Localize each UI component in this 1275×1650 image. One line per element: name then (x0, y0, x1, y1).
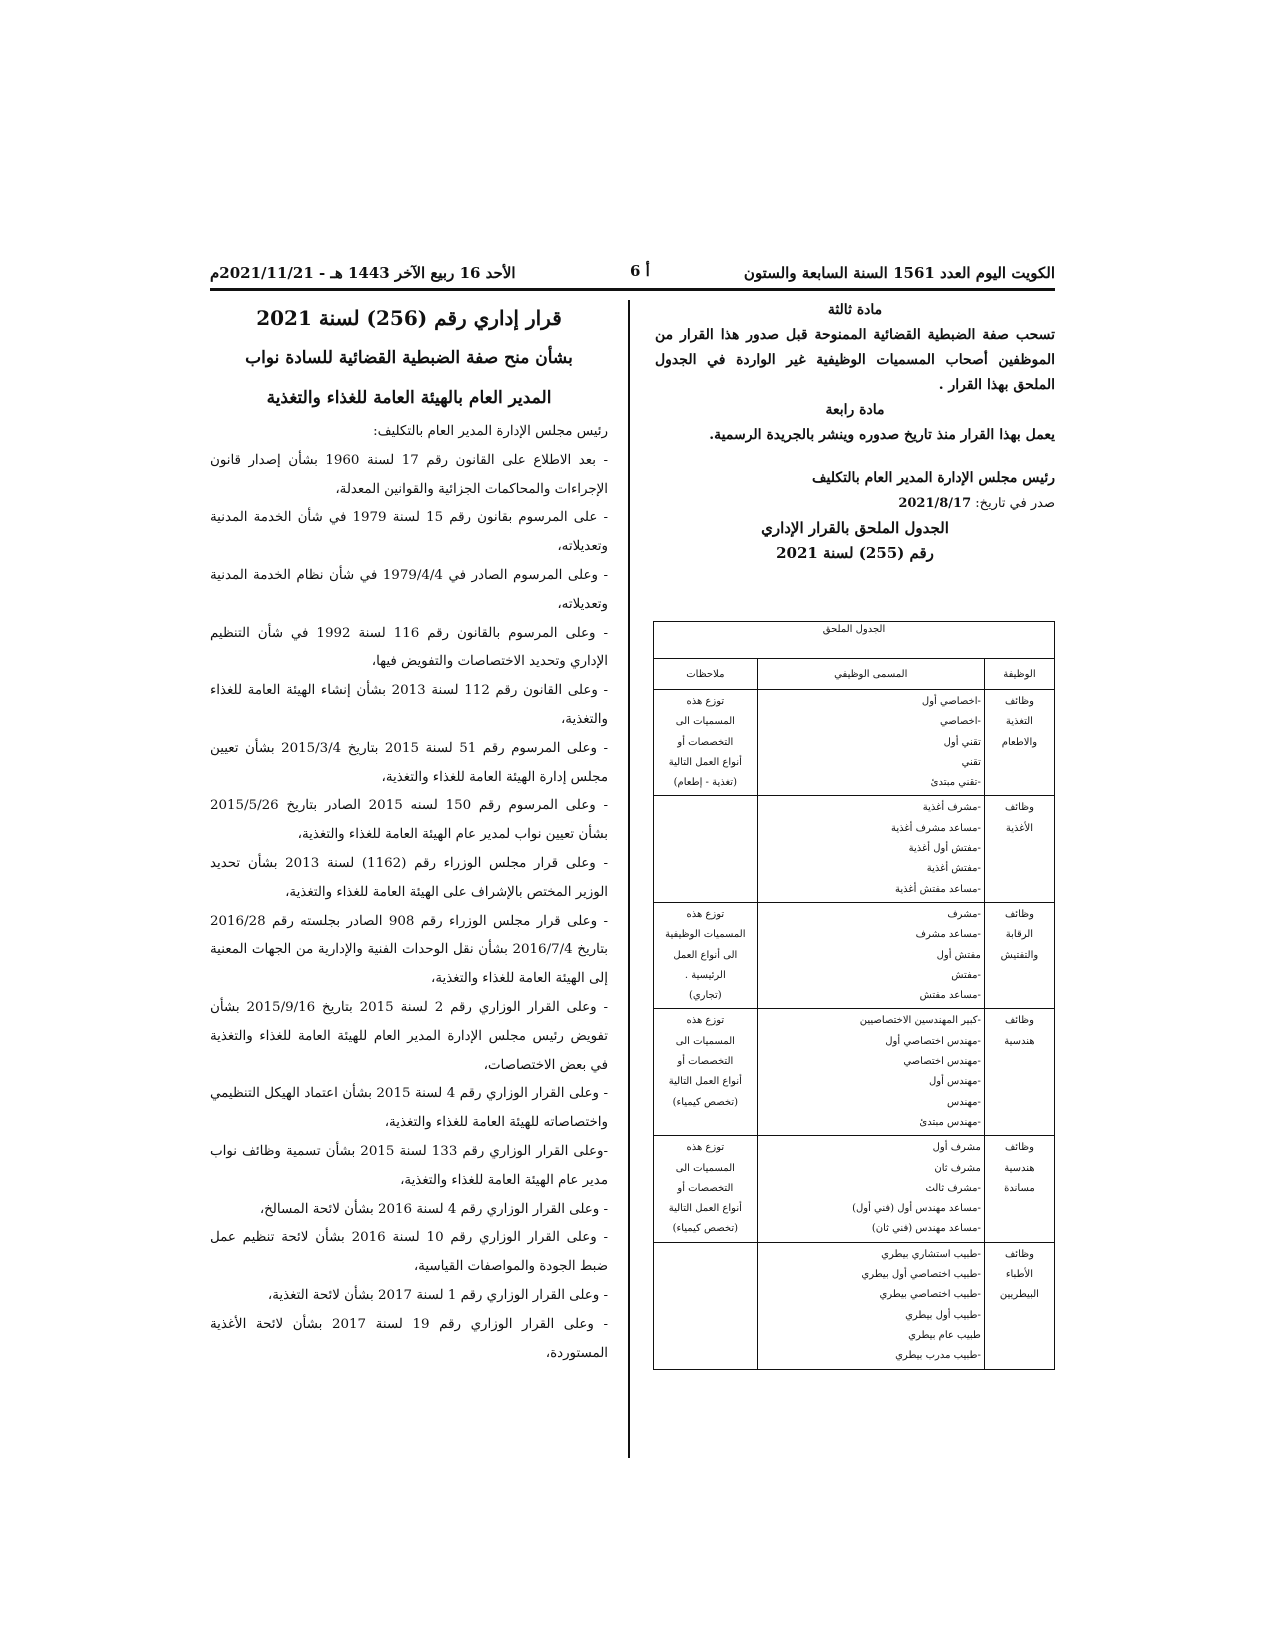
title-cell (757, 796, 984, 902)
title-cell-line: -تقني مبتدئ (930, 777, 981, 789)
title-cell-line: -اخصاصي (939, 716, 981, 728)
article3-text: تسحب صفة الضبطية القضائية الممنوحة قبل صدور هذا القرار من الموظفين أصحاب المسميات الوظيفية غير الواردة في الجدول الملحق بهذا القرار . (655, 327, 1055, 393)
job-cell (984, 902, 1054, 1008)
job-cell-line: وظائف (1004, 1142, 1034, 1154)
preamble-item: -وعلى القرار الوزاري رقم 133 لسنة 2015 بشأن تسمية وظائف نواب مدير عام الهيئة العامة للغذاء والتغذية، (210, 1143, 609, 1188)
title-cell-line: -مساعد مفتش أغذية (895, 883, 981, 895)
job-cell-line: وظائف (1004, 1248, 1034, 1260)
header-job: الوظيفة (984, 659, 1054, 690)
preamble-item: - وعلى القرار الوزاري رقم 4 لسنة 2016 بشأن لائحة المسالخ، (259, 1201, 608, 1217)
job-cell-line: الأغذية (1005, 822, 1033, 834)
title-cell-line: -مساعد مشرف أغذية (891, 822, 981, 834)
notes-cell (654, 690, 758, 796)
preamble-intro: رئيس مجلس الإدارة المدير العام بالتكليف: (373, 424, 608, 439)
job-cell (984, 1242, 1054, 1369)
notes-cell-line: التخصصات أو (677, 1182, 734, 1194)
notes-cell-line: توزع هذه (686, 696, 725, 707)
job-cell (984, 1136, 1054, 1242)
title-cell-line: -مشرف (947, 908, 981, 920)
title-cell-line: -مشرف أغذية (922, 802, 981, 814)
title-cell-line: طبيب عام بيطري (908, 1329, 981, 1341)
title-cell-line: -كبير المهندسين الاختصاصيين (859, 1015, 981, 1027)
title-cell-line: -مفتش (951, 969, 981, 981)
job-cell (984, 690, 1054, 796)
preamble-item: - بعد الاطلاع على القانون رقم 17 لسنة 1960 بشأن إصدار قانون الإجراءات والمحاكمات الجزائية والقوانين المعدلة، (210, 452, 608, 497)
notes-cell-line: أنواع العمل التالية (668, 1076, 742, 1088)
issued-label: صدر في تاريخ: (975, 496, 1055, 511)
title-cell-line: -مهندس اختصاصي أول (885, 1035, 981, 1047)
title-cell-line: -اخصاصي أول (921, 696, 981, 707)
job-cell-line: هندسية (1004, 1035, 1035, 1047)
notes-cell-line: (تجاري) (688, 990, 722, 1002)
title-cell-line: -مهندس (947, 1096, 981, 1108)
title-cell-line: -مفتش أغذية (926, 863, 981, 875)
signature: رئيس مجلس الإدارة المدير العام بالتكليف (811, 470, 1055, 486)
article4-text: يعمل بهذا القرار منذ تاريخ صدوره وينشر بالجريدة الرسمية. (709, 427, 1055, 443)
job-cell-line: الرقابة (1005, 929, 1034, 941)
job-cell-line: والتفتيش (1000, 949, 1039, 961)
notes-cell (654, 902, 758, 1008)
title-cell-line: -مشرف ثالث (925, 1182, 981, 1194)
title-cell (757, 690, 984, 796)
title-cell-line: تقني أول (943, 736, 981, 748)
header-title: المسمى الوظيفي (757, 659, 984, 690)
title-cell-line: مشرف أول (932, 1142, 981, 1154)
annex-table (653, 621, 1055, 1370)
notes-cell-line: المسميات الوظيفية (665, 929, 746, 941)
notes-cell-line: أنواع العمل التالية (668, 1203, 742, 1215)
title-cell-line: -مهندس اختصاصي (903, 1056, 981, 1068)
notes-cell-line: المسميات الى (675, 1162, 735, 1174)
decision-title: قرار إداري رقم (256) لسنة 2021 (256, 306, 562, 330)
title-cell (757, 1136, 984, 1242)
preamble-item: - وعلى القانون رقم 112 لسنة 2013 بشأن إنشاء الهيئة العامة للغذاء والتغذية، (210, 683, 608, 727)
column-divider (628, 300, 630, 1458)
notes-cell-line: التخصصات أو (677, 736, 734, 748)
right-column (655, 298, 1055, 566)
header-notes: ملاحظات (654, 659, 758, 690)
title-cell-line: مشرف ثان (934, 1162, 981, 1174)
preamble-item: - وعلى المرسوم الصادر في 1979/4/4 في شأن نظام الخدمة المدنية وتعديلاته، (210, 567, 608, 612)
annex-row (654, 1009, 1055, 1136)
title-cell (757, 1242, 984, 1369)
job-cell-line: وظائف (1004, 908, 1034, 920)
job-cell-line: وظائف (1004, 802, 1034, 814)
header-date: الأحد 16 ربيع الآخر 1443 هـ - 2021/11/21م (210, 264, 516, 282)
title-cell (757, 1009, 984, 1136)
title-cell-line: -طبيب أول بيطري (905, 1309, 981, 1321)
notes-cell-line: التخصصات أو (677, 1056, 734, 1068)
title-cell-line: -مساعد مشرف (915, 929, 981, 941)
notes-cell (654, 796, 758, 902)
notes-cell (654, 1009, 758, 1136)
preamble-item: - وعلى القرار الوزاري رقم 19 لسنة 2017 بشأن لائحة الأغذية المستوردة، (210, 1316, 608, 1361)
title-cell-line: -طبيب استشاري بيطري (881, 1248, 981, 1260)
preamble-item: - وعلى القرار الوزاري رقم 1 لسنة 2017 بشأن لائحة التغذية، (267, 1287, 608, 1303)
notes-cell (654, 1136, 758, 1242)
title-cell-line: تقني (961, 756, 981, 768)
job-cell-line: البيطريين (999, 1289, 1039, 1301)
title-cell-line: -مهندس مبتدئ (919, 1116, 981, 1128)
title-cell-line: -مساعد مهندس (فني ثان) (871, 1223, 981, 1235)
title-cell-line: -طبيب اختصاصي بيطري (879, 1289, 981, 1301)
notes-cell-line: الى أنواع العمل (673, 949, 738, 961)
job-cell-line: مساندة (1004, 1182, 1035, 1194)
title-cell-line: -طبيب اختصاصي أول بيطري (861, 1269, 981, 1281)
header-gazette-issue: الكويت اليوم العدد 1561 السنة السابعة والستون (743, 264, 1055, 282)
notes-cell-line: الرئيسية . (684, 969, 726, 981)
preamble (210, 418, 608, 1368)
title-cell-line: -طبيب مدرب بيطري (895, 1350, 981, 1362)
preamble-item: - على المرسوم بقانون رقم 15 لسنة 1979 في شأن الخدمة المدنية وتعديلاته، (210, 510, 608, 555)
decision-subtitle-1: بشأن منح صفة الضبطية القضائية للسادة نواب (245, 348, 573, 368)
annex-row (654, 690, 1055, 796)
job-cell (984, 1009, 1054, 1136)
article3-heading: مادة ثالثة (827, 302, 883, 318)
title-cell-line: -مساعد مهندس أول (فني أول) (852, 1203, 981, 1215)
title-cell-line: مفتش أول (936, 949, 981, 961)
job-cell (984, 796, 1054, 902)
preamble-items (210, 447, 608, 1369)
preamble-item: - وعلى المرسوم رقم 150 لسنه 2015 الصادر بتاريخ 2015/5/26 بشأن تعيين نواب لمدير عام الهيئة العامة للغذاء والتغذية، (210, 798, 608, 843)
notes-cell-line: المسميات الى (675, 716, 735, 728)
annex-table-caption: الجدول الملحق (654, 622, 1055, 659)
job-cell-line: التغذية (1005, 716, 1033, 728)
gazette-page (210, 258, 1055, 1458)
job-cell-line: هندسية (1004, 1162, 1035, 1174)
job-cell-line: وظائف (1004, 696, 1034, 707)
preamble-item: - وعلى القرار الوزاري رقم 4 لسنة 2015 بشأن اعتماد الهيكل التنظيمي واختصاصاته للهيئة العامة للغذاء والتغذية، (210, 1086, 608, 1131)
title-cell-line: -مساعد مفتش (919, 990, 981, 1002)
issued-date: 2021/8/17 (898, 496, 972, 511)
preamble-item: - وعلى المرسوم بالقانون رقم 116 لسنة 1992 في شأن التنظيم الإداري وتحديد الاختصاصات والتفويض فيها، (210, 625, 609, 670)
notes-cell-line: المسميات الى (675, 1035, 735, 1047)
title-cell-line: -مفتش أول أغذية (908, 843, 981, 855)
notes-cell-line: (تخصص كيمياء) (672, 1223, 739, 1235)
annex-title-line2: رقم (255) لسنة 2021 (776, 544, 934, 562)
job-cell-line: وظائف (1004, 1015, 1034, 1027)
annex-row (654, 796, 1055, 902)
preamble-item: - وعلى القرار الوزاري رقم 2 لسنة 2015 بتاريخ 2015/9/16 بشأن تفويض رئيس مجلس الإدارة المدير العام للهيئة العامة للغذاء والتغذية في بعض الاختصاصات، (210, 999, 609, 1073)
notes-cell (654, 1242, 758, 1369)
preamble-item: - وعلى قرار مجلس الوزراء رقم (1162) لسنة 2013 بشأن تحديد الوزير المختص بالإشراف على الهيئة العامة للغذاء والتغذية، (210, 855, 608, 900)
annex-row (654, 1242, 1055, 1369)
job-cell-line: والاطعام (1001, 736, 1038, 748)
notes-cell-line: توزع هذه (686, 1015, 725, 1027)
issued-line (655, 491, 1055, 516)
notes-cell-line: (تغذية - إطعام) (673, 777, 737, 789)
page-header (210, 258, 1055, 291)
annex-row (654, 902, 1055, 1008)
notes-cell-line: أنواع العمل التالية (668, 756, 742, 768)
preamble-item: - وعلى المرسوم رقم 51 لسنة 2015 بتاريخ 2015/3/4 بشأن تعيين مجلس إدارة الهيئة العامة للغذاء والتغذية، (210, 740, 609, 785)
annex-row (654, 1136, 1055, 1242)
notes-cell-line: (تخصص كيمياء) (672, 1096, 739, 1108)
header-page-number: أ 6 (630, 262, 650, 280)
decision-subtitle-2: المدير العام بالهيئة العامة للغذاء والتغذية (266, 388, 552, 408)
title-cell (757, 902, 984, 1008)
annex-table-body (654, 690, 1055, 1370)
preamble-item: - وعلى القرار الوزاري رقم 10 لسنة 2016 بشأن لائحة تنظيم عمل ضبط الجودة والمواصفات القياسية، (210, 1230, 608, 1275)
notes-cell-line: توزع هذه (686, 1142, 725, 1154)
job-cell-line: الأطباء (1005, 1269, 1034, 1281)
preamble-item: - وعلى قرار مجلس الوزراء رقم 908 الصادر بجلسته رقم 2016/28 بتاريخ 2016/7/4 بشأن نقل الوحدات الفنية والإدارية من الجهات المعنية إلى الهيئة العامة للغذاء والتغذية، (210, 913, 609, 987)
notes-cell-line: توزع هذه (686, 908, 725, 920)
article4-heading: مادة رابعة (825, 402, 885, 418)
left-column (210, 298, 608, 1368)
annex-title-line1: الجدول الملحق بالقرار الإداري (761, 519, 949, 537)
title-cell-line: -مهندس أول (928, 1076, 981, 1088)
